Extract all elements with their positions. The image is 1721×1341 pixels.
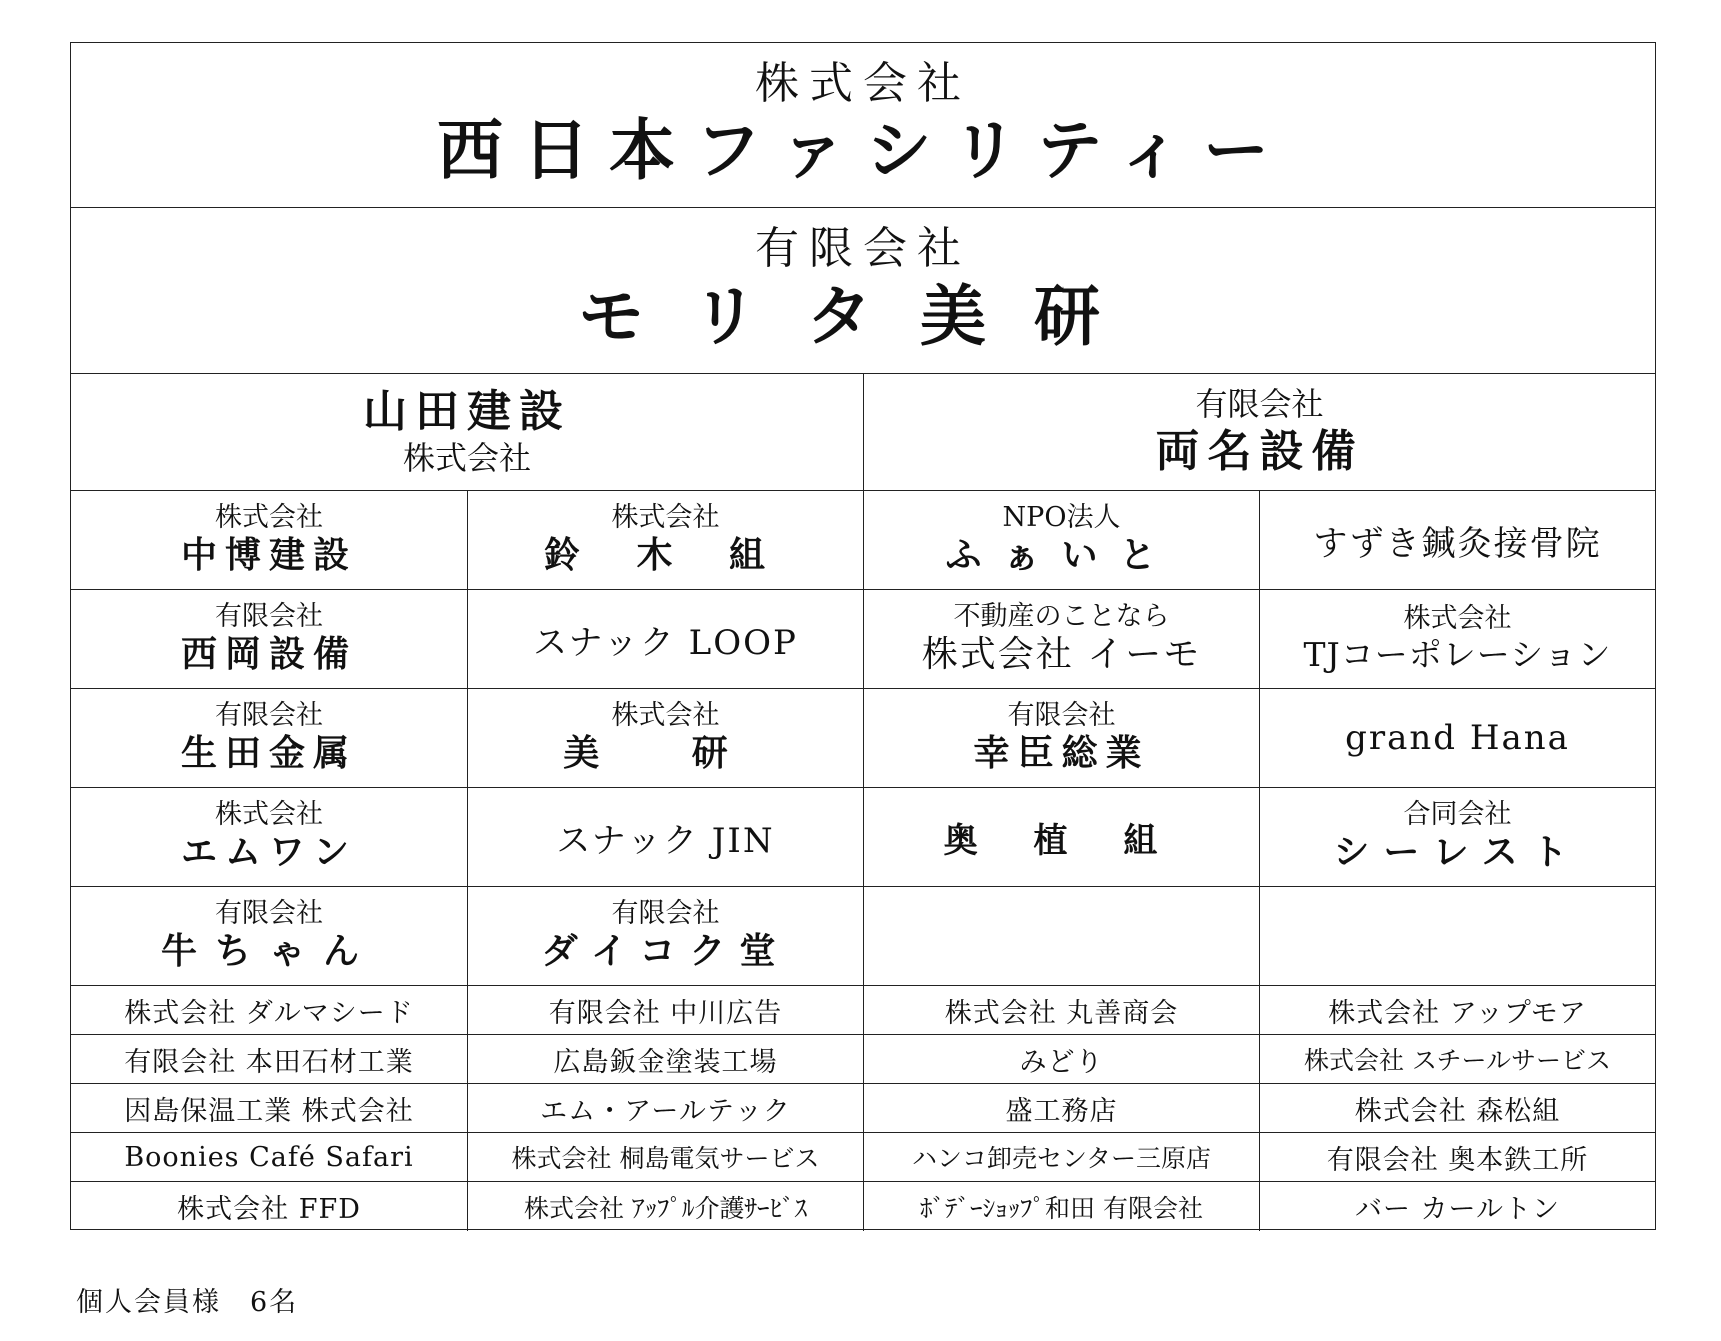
company-name: すずき鍼灸接骨院 xyxy=(1313,523,1602,564)
sponsor-cell-empty xyxy=(863,887,1259,985)
company-type: NPO法人 xyxy=(1002,502,1121,534)
company-name: 西日本ファシリティー xyxy=(436,111,1290,190)
company-name: TJコーポレーション xyxy=(1303,634,1612,674)
company-type: 有限会社 xyxy=(611,898,720,930)
sponsor-cell-mid-left xyxy=(71,374,863,490)
sponsor-list-cell xyxy=(71,1133,467,1181)
company-name: 株式会社 FFD xyxy=(177,1194,361,1225)
sponsor-list-cell xyxy=(467,986,863,1034)
company-name: 株式会社 スチールサービス xyxy=(1304,1046,1611,1075)
sponsor-list-row xyxy=(71,1182,1655,1231)
company-type: 株式会社 xyxy=(755,57,971,109)
sponsor-grid-row xyxy=(71,788,1655,887)
sponsor-grid-row xyxy=(71,887,1655,986)
company-name: 株式会社 丸善商会 xyxy=(944,997,1179,1029)
company-name: 山田建設 xyxy=(363,386,571,438)
sponsor-list-cell xyxy=(1259,1182,1655,1231)
sponsor-cell-top1 xyxy=(71,43,1655,207)
sponsor-list-cell xyxy=(1259,986,1655,1034)
sponsor-cell xyxy=(71,491,467,589)
sponsor-cell xyxy=(1259,689,1655,787)
company-name: エムワン xyxy=(180,831,357,874)
sponsor-cell xyxy=(1259,491,1655,589)
company-name: Boonies Café Safari xyxy=(124,1141,414,1173)
company-name: スナック JIN xyxy=(556,820,775,861)
company-name: 株式会社 イーモ xyxy=(921,634,1202,676)
sponsor-cell xyxy=(71,689,467,787)
company-name: ダイコク堂 xyxy=(541,930,790,973)
sponsor-cell xyxy=(863,491,1259,589)
company-name: シーレスト xyxy=(1333,831,1582,874)
sponsor-list-cell xyxy=(71,1182,467,1231)
company-type: 不動産のことなら xyxy=(953,601,1170,633)
company-type: 有限会社 xyxy=(215,898,323,930)
sponsor-cell xyxy=(863,689,1259,787)
sponsor-grid-row xyxy=(71,689,1655,788)
company-name: みどり xyxy=(1019,1046,1104,1078)
company-name: 西岡設備 xyxy=(180,633,357,676)
company-type: 有限会社 xyxy=(215,700,323,732)
sponsor-cell xyxy=(467,689,863,787)
sponsor-list-cell xyxy=(71,1084,467,1132)
sponsor-list-cell xyxy=(863,1084,1259,1132)
company-name: 株式会社 ｱｯﾌﾟﾙ介護ｻｰﾋﾞｽ xyxy=(524,1193,807,1223)
company-name: 美 研 xyxy=(563,732,768,775)
sponsor-list-cell xyxy=(1259,1084,1655,1132)
company-name: 生田金属 xyxy=(180,732,357,775)
company-type: 株式会社 xyxy=(215,799,323,831)
sponsor-cell-top2 xyxy=(71,208,1655,373)
company-name: 株式会社 アップモア xyxy=(1328,997,1587,1029)
company-type: 合同会社 xyxy=(1403,799,1512,831)
company-type: 株式会社 xyxy=(402,438,531,477)
sponsor-cell xyxy=(1259,788,1655,886)
company-type: 株式会社 xyxy=(215,502,323,534)
company-name: ふぁいと xyxy=(945,534,1178,577)
company-name: スナック LOOP xyxy=(533,622,798,663)
company-name: 奥 植 組 xyxy=(943,820,1180,861)
sponsor-grid-row xyxy=(71,590,1655,689)
company-type: 有限会社 xyxy=(1007,700,1116,732)
sponsor-list-cell xyxy=(467,1133,863,1181)
sponsor-cell xyxy=(467,887,863,985)
sponsor-row-mid xyxy=(71,374,1655,491)
sponsor-list-cell xyxy=(1259,1035,1655,1083)
company-type: 有限会社 xyxy=(215,601,323,633)
company-name: エム・アールテック xyxy=(540,1095,791,1127)
sponsor-list-cell xyxy=(467,1182,863,1231)
sponsor-cell xyxy=(71,788,467,886)
company-name: 牛ちゃん xyxy=(160,930,377,973)
sponsor-list-row xyxy=(71,1035,1655,1084)
company-name: 因島保温工業 株式会社 xyxy=(124,1095,414,1127)
sponsor-list-cell xyxy=(863,986,1259,1034)
company-name: 株式会社 森松組 xyxy=(1354,1095,1561,1127)
sponsor-cell xyxy=(71,590,467,688)
sponsor-cell-empty xyxy=(1259,887,1655,985)
sponsor-list-cell xyxy=(1259,1133,1655,1181)
company-type: 有限会社 xyxy=(755,223,971,275)
company-name: 幸臣総業 xyxy=(973,732,1150,775)
sponsor-cell xyxy=(863,590,1259,688)
company-name: モリタ美研 xyxy=(578,276,1148,355)
company-name: 株式会社 ダルマシード xyxy=(124,997,414,1029)
sponsor-list-cell xyxy=(71,986,467,1034)
sponsor-list-row xyxy=(71,986,1655,1035)
sponsor-list-cell xyxy=(467,1084,863,1132)
company-type: 株式会社 xyxy=(611,502,720,534)
sponsor-cell-mid-right xyxy=(863,374,1655,490)
sponsor-row-top2 xyxy=(71,208,1655,374)
sponsor-cell xyxy=(71,887,467,985)
sponsor-cell xyxy=(1259,590,1655,688)
company-name: 株式会社 桐島電気サービス xyxy=(511,1144,820,1173)
sponsor-list-cell xyxy=(863,1035,1259,1083)
company-name: 両名設備 xyxy=(1155,426,1364,478)
sponsor-list-cell xyxy=(71,1035,467,1083)
sponsor-list-cell xyxy=(863,1133,1259,1181)
sponsor-cell xyxy=(467,491,863,589)
sponsor-list-cell xyxy=(863,1182,1259,1231)
sponsor-board xyxy=(70,42,1656,1230)
company-type: 株式会社 xyxy=(611,700,720,732)
sponsor-cell xyxy=(467,590,863,688)
individual-members-note: 個人会員様 6名 xyxy=(76,1287,299,1318)
sponsor-list-row xyxy=(71,1133,1655,1182)
company-name: バー カールトン xyxy=(1354,1194,1561,1225)
company-name: 広島鈑金塗装工場 xyxy=(553,1046,778,1078)
company-name: 盛工務店 xyxy=(1005,1095,1118,1127)
company-type: 株式会社 xyxy=(1403,603,1512,635)
sponsor-grid-row xyxy=(71,491,1655,590)
company-name: 有限会社 中川広告 xyxy=(548,997,783,1029)
company-name: 中博建設 xyxy=(180,534,357,577)
company-name: 有限会社 奥本鉄工所 xyxy=(1326,1144,1589,1176)
company-name: 鈴 木 組 xyxy=(543,534,788,577)
company-name: ハンコ卸売センター三原店 xyxy=(911,1144,1211,1173)
sponsor-cell xyxy=(467,788,863,886)
company-name: ﾎﾞﾃﾞｰｼｮｯﾌﾟ和田 有限会社 xyxy=(920,1193,1203,1223)
company-name: 有限会社 本田石材工業 xyxy=(124,1046,414,1078)
sponsor-cell xyxy=(863,788,1259,886)
sponsor-list-cell xyxy=(467,1035,863,1083)
company-type: 有限会社 xyxy=(1195,385,1324,424)
sponsor-list-row xyxy=(71,1084,1655,1133)
company-name: grand Hana xyxy=(1345,718,1570,758)
sponsor-row-top1 xyxy=(71,43,1655,208)
